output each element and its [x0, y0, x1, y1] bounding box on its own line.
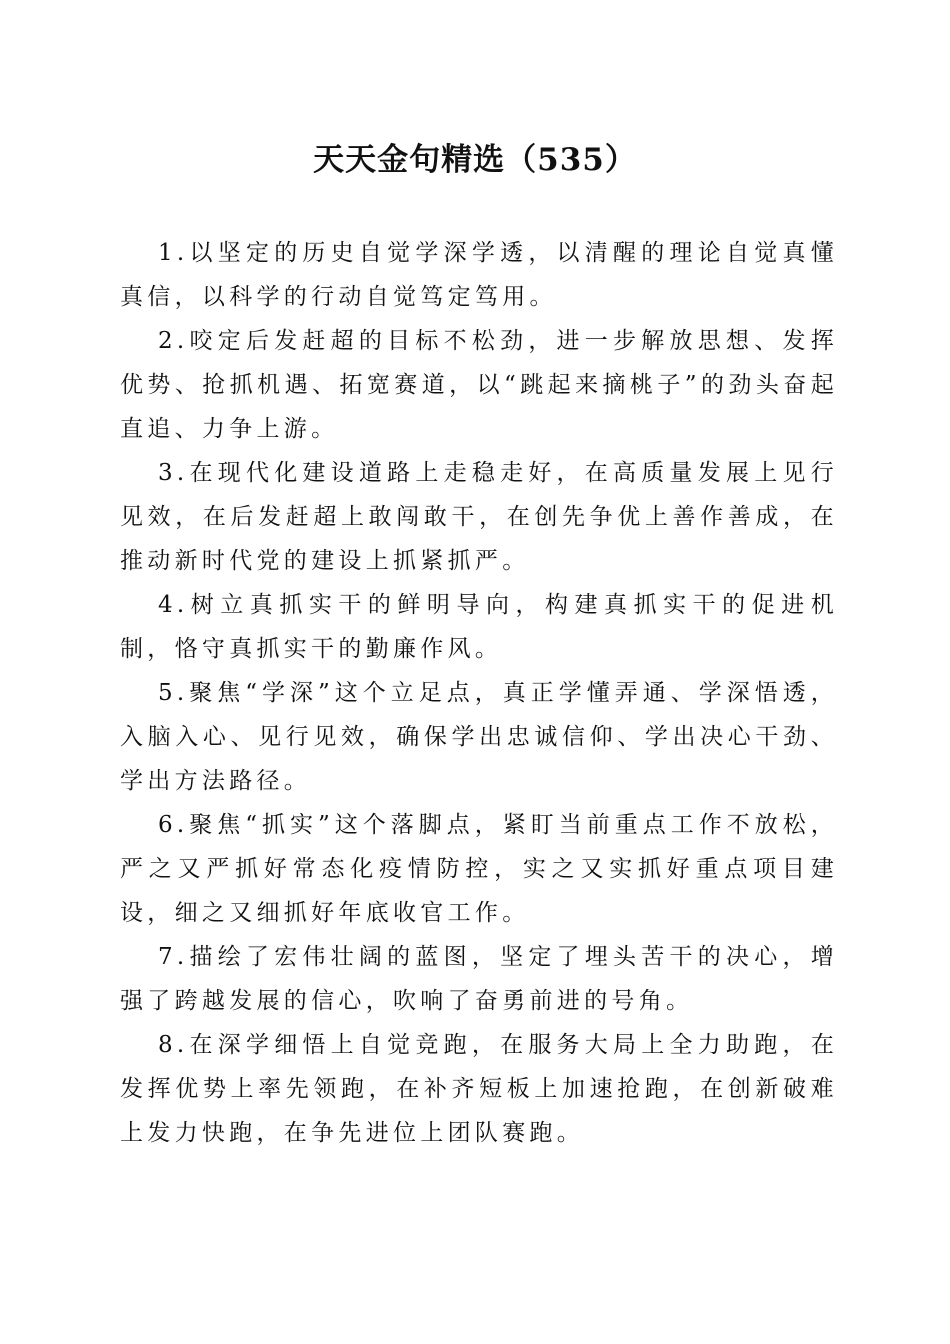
quote-item-5: 5.聚焦“学深”这个立足点，真正学懂弄通、学深悟透，入脑入心、见行见效，确保学出忠诚信仰、学出决心干劲、学出方法路径。	[120, 680, 838, 794]
quote-item-3: 3.在现代化建设道路上走稳走好，在高质量发展上见行见效，在后发赶超上敢闯敢干，在创先争优上善作善成，在推动新时代党的建设上抓紧抓严。	[120, 460, 838, 574]
quote-item-6: 6.聚焦“抓实”这个落脚点，紧盯当前重点工作不放松，严之又严抓好常态化疫情防控，实之又实抓好重点项目建设，细之又细抓好年底收官工作。	[120, 812, 838, 926]
quote-item-7: 7.描绘了宏伟壮阔的蓝图，坚定了埋头苦干的决心，增强了跨越发展的信心，吹响了奋勇前进的号角。	[120, 944, 838, 1014]
page-title: 天天金句精选（535）	[313, 142, 637, 178]
quote-item-4: 4.树立真抓实干的鲜明导向，构建真抓实干的促进机制，恪守真抓实干的勤廉作风。	[120, 592, 838, 662]
quote-item-2: 2.咬定后发赶超的目标不松劲，进一步解放思想、发挥优势、抢抓机遇、拓宽赛道，以“跳起来摘桃子”的劲头奋起直追、力争上游。	[120, 328, 838, 442]
quote-list	[120, 231, 838, 1155]
quote-item-8: 8.在深学细悟上自觉竞跑，在服务大局上全力助跑，在发挥优势上率先领跑，在补齐短板上加速抢跑，在创新破难上发力快跑，在争先进位上团队赛跑。	[120, 1032, 838, 1146]
quote-item-1: 1.以坚定的历史自觉学深学透，以清醒的理论自觉真懂真信，以科学的行动自觉笃定笃用。	[120, 240, 838, 310]
